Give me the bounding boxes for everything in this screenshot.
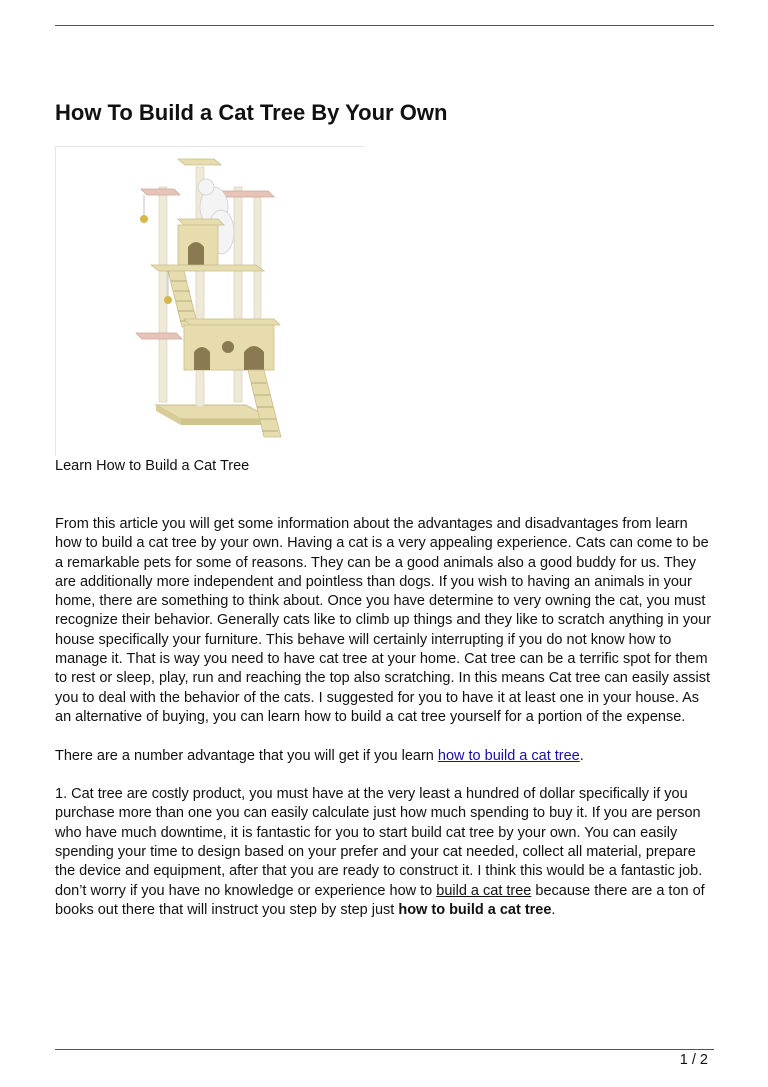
image-caption: Learn How to Build a Cat Tree [55, 458, 250, 474]
paragraph-advantages [55, 747, 717, 766]
how-to-build-cat-tree-link[interactable]: how to build a cat tree [437, 747, 580, 764]
build-a-cat-tree-link[interactable]: build a cat tree [436, 882, 532, 899]
cat-tree-illustration [56, 147, 366, 457]
bold-how-to-build: how to build a cat tree [398, 901, 552, 918]
top-rule [55, 25, 714, 26]
paragraph-point-1-text: 1. Cat tree are costly product, you must have at the very least a hundred of dollar specifically if you purchase more than one you can easily calculate just how much spending to buy it. If you are person who have much downtime, it is fantastic for you to start build cat tree by your own. You can easily spending your time to design based on your prefer and your cat needed, collect all material, prepare the device and equipment, after that you are ready to construct it. I think this would be a fantastic job. don’t worry if you have no knowledge or experience how to [55, 786, 703, 899]
paragraph-advantages-end: . [579, 747, 584, 764]
page-number: 1 / 2 [679, 1052, 708, 1068]
paragraph-advantages-text: There are a number advantage that you will get if you learn [55, 747, 438, 764]
cat-tree-image [55, 146, 365, 456]
page-title: How To Build a Cat Tree By Your Own [55, 100, 448, 125]
paragraph-point-1-end: . [551, 901, 556, 918]
paragraph-point-1 [55, 785, 717, 920]
paragraph-point-1-middle: because there are a ton of books out there that will instruct you step by step just [55, 882, 705, 918]
paragraph-intro: From this article you will get some information about the advantages and disadvantages from learn how to build a cat tree by your own. Having a cat is a very appealing experience. Cats can come to be a remarkable pets for some of reasons. They can be a good animals also a good buddy for us. They are additionally more independent and pointless than dogs. If you wish to having an animals in your home, there are something to think about. Once you have determine to very owning the cat, you must recognize their behavior. Generally cats like to climb up things and they like to scratch anything in your house specifically your furniture. This behave will certainly interrupting if you do not know how to manage it. That is way you need to have cat tree at your home. Cat tree can be a terrific spot for them to rest or sleep, play, run and reaching the top also scratching. In this means Cat tree can easily assist you to deal with the behavior of the cats. I suggested for you to have it at least one in your house. As an alternative of buying, you can learn how to build a cat tree yourself for a portion of the expense. [55, 516, 712, 725]
bottom-rule [55, 1049, 714, 1050]
article-body [55, 515, 717, 940]
